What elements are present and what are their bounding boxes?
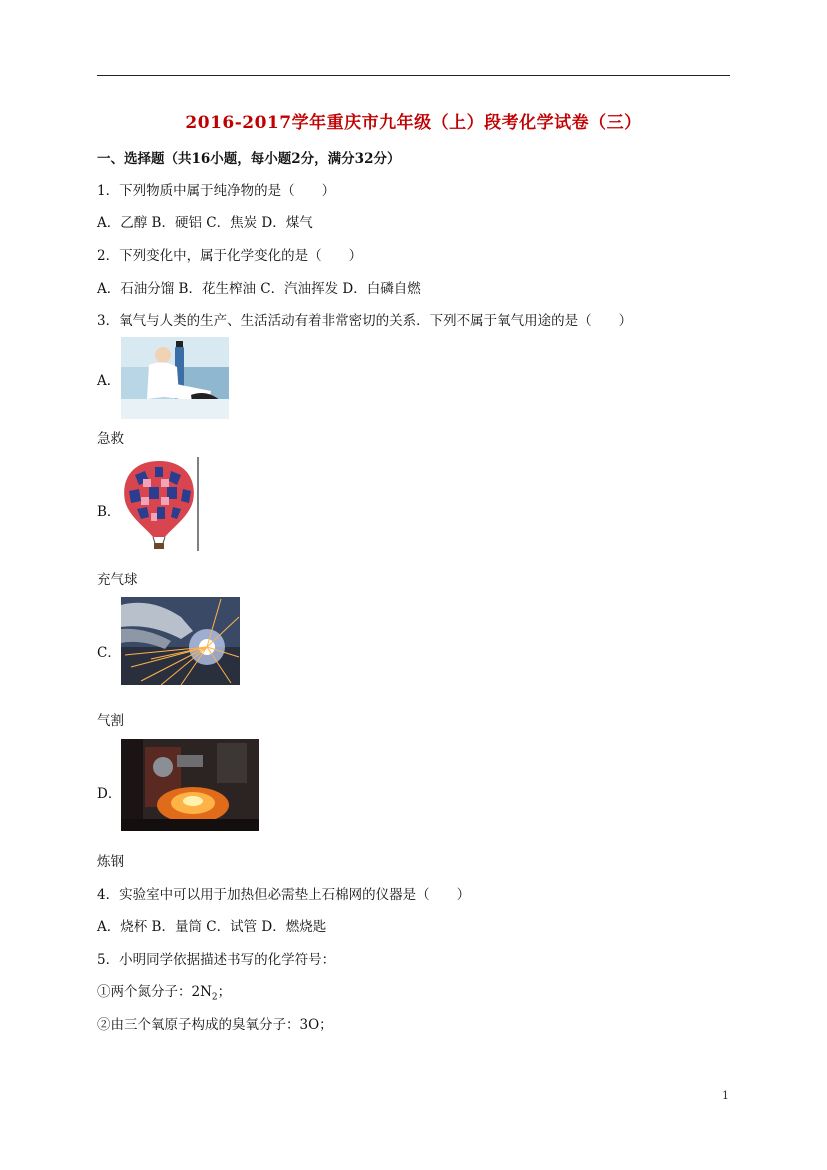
hot-air-balloon-photo xyxy=(121,457,199,551)
question-5-item-1-text: ①两个氮分子：2N xyxy=(97,984,212,1000)
question-5-stem: 5．小明同学依据描述书写的化学符号： xyxy=(97,952,336,968)
question-3-option-a-caption: 急救 xyxy=(97,431,124,447)
header-rule xyxy=(97,75,730,76)
steel-furnace-photo xyxy=(121,739,259,831)
question-3-stem: 3．氧气与人类的生产、生活活动有着非常密切的关系．下列不属于氧气用途的是（ ） xyxy=(97,313,633,329)
question-1-stem: 1．下列物质中属于纯净物的是（ ） xyxy=(97,183,336,199)
welding-sparks-photo xyxy=(121,597,240,685)
question-3-option-c-caption: 气割 xyxy=(97,713,124,729)
question-2-options: A．石油分馏 B．花生榨油 C．汽油挥发 D．白磷自燃 xyxy=(97,281,421,297)
section-heading: 一、选择题（共16小题，每小题2分，满分32分） xyxy=(97,151,401,167)
question-2-stem: 2．下列变化中，属于化学变化的是（ ） xyxy=(97,248,363,264)
question-5-item-1-subscript: 2 xyxy=(211,992,218,1003)
question-3-option-c-label: C． xyxy=(97,645,121,661)
page-number: 1 xyxy=(722,1089,729,1102)
nurse-oxygen-tank-photo xyxy=(121,337,229,419)
question-3-option-d-caption: 炼钢 xyxy=(97,854,124,870)
question-5-item-1-punct: ； xyxy=(217,984,232,1000)
question-3-option-b-label: B． xyxy=(97,504,121,520)
question-3-option-d-label: D． xyxy=(97,786,122,802)
question-3-option-a-label: A． xyxy=(97,373,121,389)
question-3-option-b-caption: 充气球 xyxy=(97,572,138,588)
question-1-options: A．乙醇 B．硬铝 C．焦炭 D．煤气 xyxy=(97,215,313,231)
question-5-item-1 xyxy=(97,983,231,1007)
question-4-options: A．烧杯 B．量筒 C．试管 D．燃烧匙 xyxy=(97,919,327,935)
question-5-item-2: ②由三个氧原子构成的臭氧分子：3O； xyxy=(97,1017,333,1033)
question-4-stem: 4．实验室中可以用于加热但必需垫上石棉网的仪器是（ ） xyxy=(97,887,471,903)
page-title: 2016-2017学年重庆市九年级（上）段考化学试卷（三） xyxy=(185,113,642,133)
